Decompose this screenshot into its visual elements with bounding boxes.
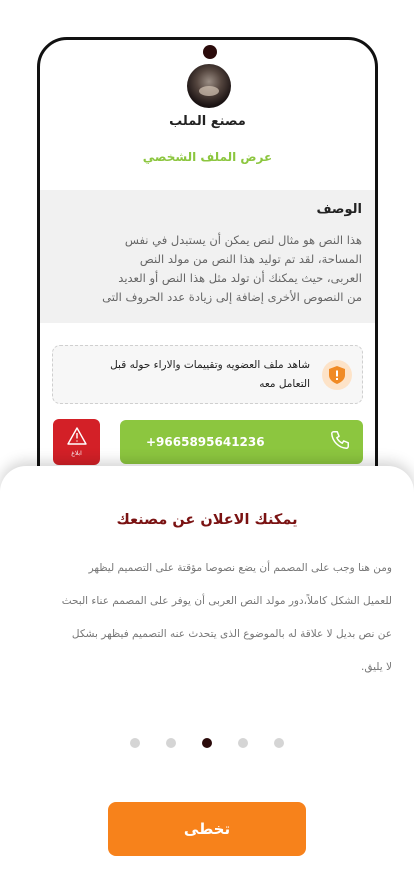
phone-icon (329, 429, 351, 455)
sheet-body-line: لا يليق. (361, 661, 392, 673)
view-profile-link[interactable]: عرض الملف الشخصي (142, 150, 273, 164)
pagination-dot[interactable] (238, 738, 248, 748)
pagination-dot[interactable] (202, 738, 212, 748)
sheet-body-line: للعميل الشكل كاملاً،دور مولد النص العربى أن يوفر على المصمم عناء البحث (61, 595, 392, 607)
pagination-dot[interactable] (130, 738, 140, 748)
warning-triangle-icon (67, 427, 87, 449)
camera-notch (203, 45, 217, 59)
report-label: ابلاغ (71, 450, 82, 457)
description-section (40, 190, 375, 323)
notice-line: التعامل معه (259, 377, 310, 390)
sheet-body-line: ومن هنا وجب على المصمم أن يضع نصوصا مؤقتة على التصميم ليظهر (88, 562, 392, 574)
sheet-body (18, 552, 392, 684)
description-text (53, 231, 362, 307)
skip-button[interactable]: تخطى (108, 802, 306, 856)
pagination-dot[interactable] (166, 738, 176, 748)
report-button[interactable] (53, 419, 100, 465)
call-button[interactable] (120, 420, 363, 464)
factory-avatar (187, 64, 231, 108)
notice-text (63, 356, 310, 394)
membership-notice (52, 345, 363, 404)
description-title: الوصف (316, 202, 362, 217)
description-line: هذا النص هو مثال لنص يمكن أن يستبدل في نفس (124, 233, 362, 247)
shield-warning-icon (322, 360, 352, 390)
phone-number: +9665895641236 (146, 435, 265, 449)
sheet-title: يمكنك الاعلان عن مصنعك (116, 512, 298, 528)
onboarding-bottom-sheet (0, 466, 414, 896)
description-line: من النصوص الأخرى إضافة إلى زيادة عدد الحروف التى (102, 290, 362, 304)
sheet-body-line: عن نص بديل لا علاقة له بالموضوع الذى يتحدث عنه التصميم فيظهر بشكل (71, 628, 392, 640)
factory-name: مصنع الملب (169, 114, 246, 129)
pagination-dots (0, 738, 414, 748)
notice-line: شاهد ملف العضويه وتقييمات والاراء حوله قبل (110, 358, 310, 371)
description-line: المساحة، لقد تم توليد هذا النص من مولد النص (139, 252, 362, 266)
description-line: العربى، حيث يمكنك أن تولد مثل هذا النص أو العديد (118, 271, 362, 285)
pagination-dot[interactable] (274, 738, 284, 748)
